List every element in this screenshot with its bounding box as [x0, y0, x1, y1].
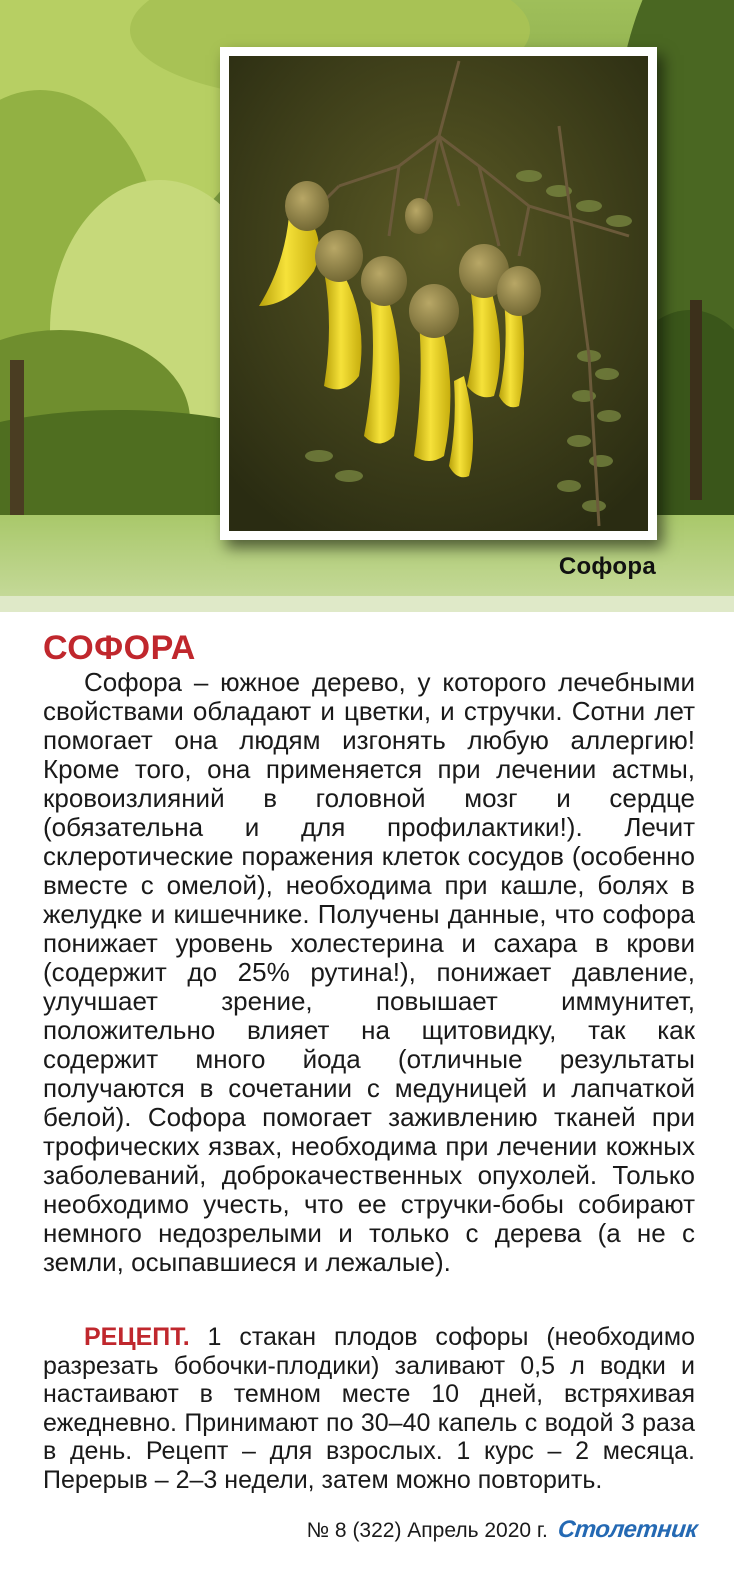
header-photo-banner: [0, 0, 734, 612]
sophora-flowers-image: [229, 56, 648, 531]
recipe-label: РЕЦЕПТ.: [84, 1323, 190, 1351]
issue-info: № 8 (322) Апрель 2020 г.: [306, 1519, 548, 1542]
magazine-logo: Столетник: [556, 1516, 699, 1543]
page-footer: [307, 1516, 697, 1544]
recipe-paragraph: [43, 1323, 695, 1494]
recipe-text: 1 стакан плодов софоры (необходимо разрезать бобочки-плодики) заливают 0,5 л водки и настаивают в темном месте 10 дней, встряхивая ежедневно. Принимают по 30–40 капель с водой 3 раза в день. Рецепт – для взрослых. 1 курс – 2 месяца. Перерыв – 2–3 недели, затем можно повторить.: [43, 1323, 695, 1494]
article-body: Софора – южное дерево, у которого лечебными свойствами обладают и цветки, и стручки. Сотни лет помогает она людям изгонять любую аллергию! Кроме того, она применяется при лечении астмы, кровоизлияний в головной мозг и сердце (обязательна и для профилактики!). Лечит склеротические поражения клеток сосудов (особенно вместе с омелой), необходима при кашле, болях в желудке и кишечнике. Получены данные, что софора понижает уровень холестерина и сахара в крови (содержит до 25% рутина!), понижает давление, улучшает зрение, повышает иммунитет, положительно влияет на щитовидку, так как содержит много йода (отличные результаты получаются в сочетании с медуницей и лапчаткой белой). Софора помогает заживлению тканей при трофических язвах, необходима при лечении кожных заболеваний, доброкачественных опухолей. Только необходимо учесть, что ее стручки-бобы собирают немного недозрелыми и только с дерева (а не с земли, осыпавшиеся и лежалые).: [43, 667, 695, 1277]
photo-caption: Софора: [558, 553, 656, 580]
article-title: СОФОРА: [43, 629, 196, 667]
sophora-photo-frame: [220, 47, 657, 540]
